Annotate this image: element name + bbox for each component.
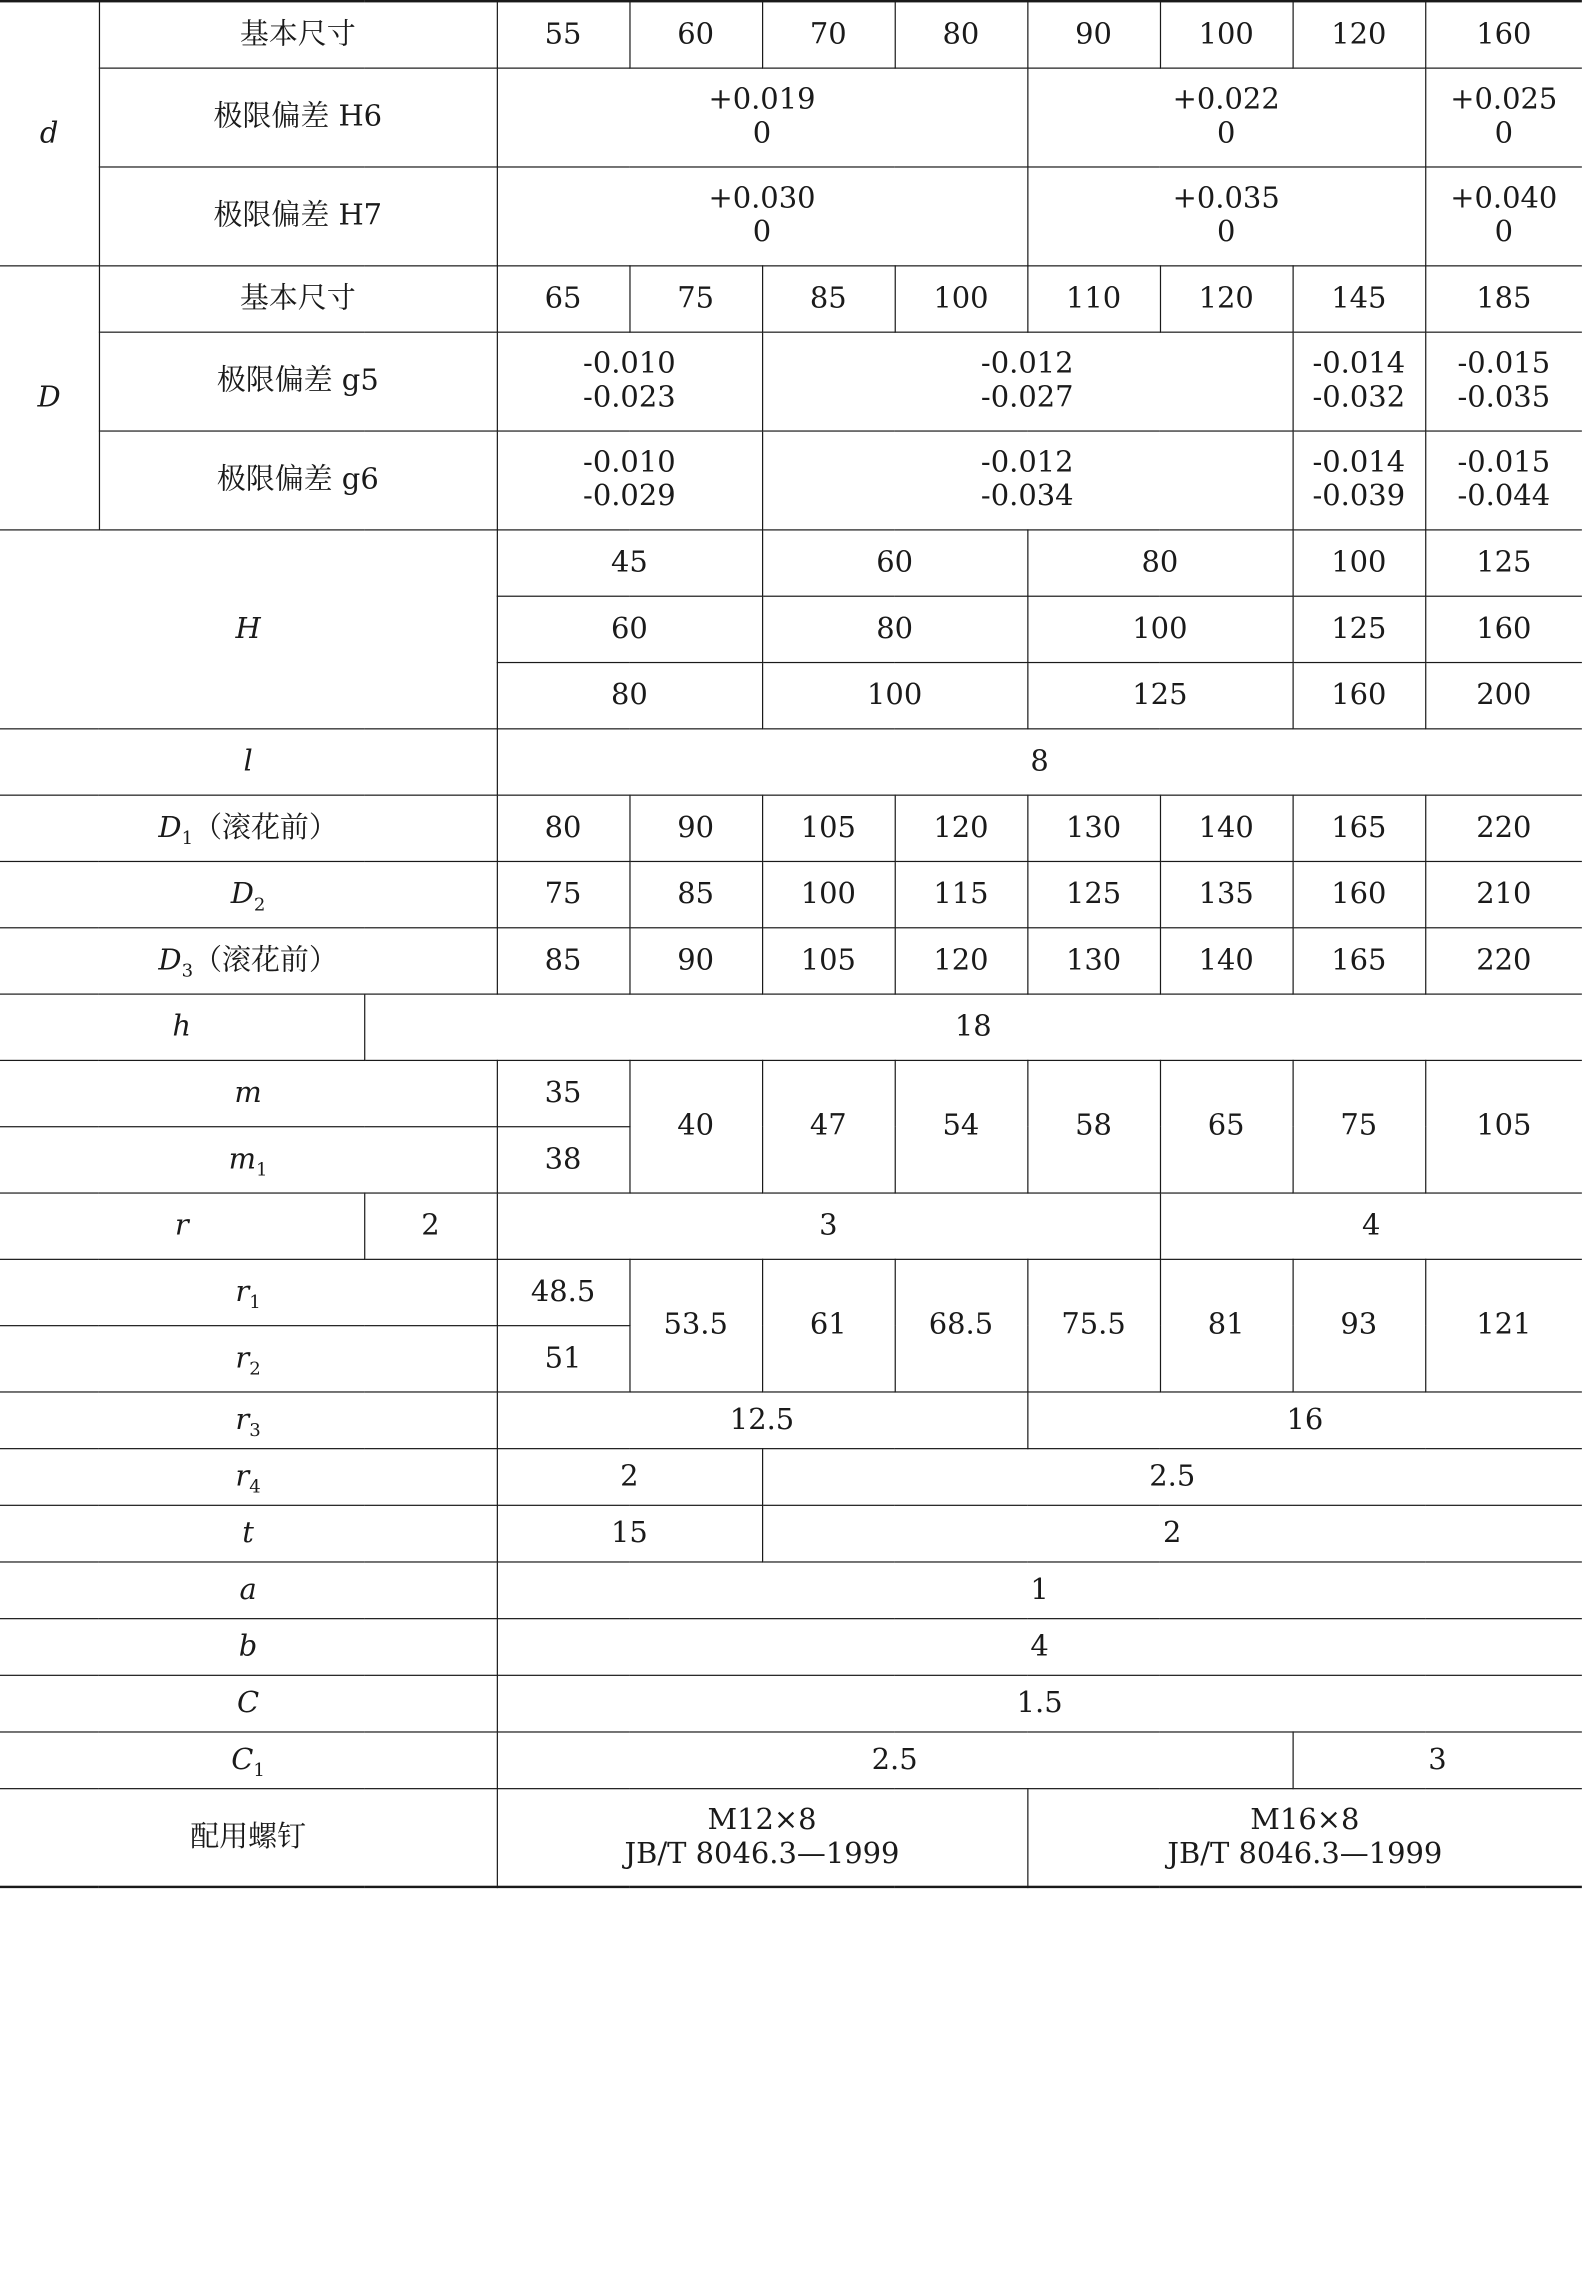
table-row [0,1192,1582,1258]
value-cell: 60 [629,1,762,67]
tolerance-cell [497,332,762,431]
subscript: 4 [249,1475,261,1498]
param-D1-label [0,795,497,861]
value-cell: 125 [1425,529,1582,595]
table-row [0,430,1582,529]
value-cell: 100 [1293,529,1426,595]
value-cell: 2 [497,1448,762,1505]
lower-dev: -0.034 [980,478,1074,513]
value-cell: 3 [497,1192,1160,1258]
param-C1-label [0,1731,497,1788]
tolerance-cell [1027,166,1425,265]
tolerance-cell [1425,68,1582,167]
value-cell: 160 [1425,1,1582,67]
table-row [0,927,1582,993]
tolerance-cell [497,166,1028,265]
value-cell: 48.5 [497,1259,630,1325]
value-cell: 80 [1027,529,1292,595]
table-row [0,1675,1582,1732]
value-cell: 51 [497,1325,630,1391]
value-cell: 81 [1160,1259,1293,1392]
upper-dev: -0.015 [1457,445,1551,480]
lower-dev: 0 [1216,214,1236,249]
lower-dev: 0 [1494,115,1514,150]
value-cell: 100 [762,861,895,927]
value-cell: 80 [497,662,762,728]
symbol: D [230,876,254,910]
value-cell: 12.5 [497,1391,1028,1448]
subscript: 2 [249,1357,261,1379]
table-row [0,1618,1582,1675]
table-row [0,265,1582,331]
value-cell: 105 [762,927,895,993]
tolerance-cell [1425,430,1582,529]
value-cell: 45 [497,529,762,595]
tolerance-cell [1027,68,1425,167]
value-cell: 75 [497,861,630,927]
value-cell: 135 [1160,861,1293,927]
upper-dev: +0.035 [1172,181,1280,216]
symbol: C [231,1741,254,1776]
value-cell: 47 [762,1060,895,1193]
value-cell: 16 [1027,1391,1582,1448]
lower-dev: 0 [752,115,772,150]
param-D-symbol: D [0,265,99,529]
lower-dev: 0 [752,214,772,249]
subscript: 1 [181,826,194,849]
lower-dev: -0.044 [1457,478,1551,513]
table-row [0,795,1582,861]
param-m1-label [0,1126,497,1192]
value-cell: 55 [497,1,630,67]
upper-dev: -0.010 [583,346,676,381]
note: （滚花前） [193,942,338,977]
screw-standard: JB/T 8046.3—1999 [1167,1835,1443,1870]
symbol: r [235,1340,250,1375]
param-r2-label [0,1325,497,1391]
value-cell: 220 [1425,927,1582,993]
value-cell: 68.5 [895,1259,1028,1392]
value-cell: 4 [497,1618,1582,1675]
value-cell: 3 [1293,1731,1582,1788]
subscript: 1 [249,1290,261,1313]
table-row [0,861,1582,927]
table-row [0,166,1582,265]
value-cell: 61 [762,1259,895,1392]
table-row [0,1448,1582,1505]
param-C-symbol: C [0,1675,497,1732]
subscript: 2 [253,893,266,915]
table-row [0,332,1582,431]
upper-dev: +0.019 [708,82,816,117]
screw-size: M12×8 [707,1802,817,1837]
screw-standard: JB/T 8046.3—1999 [624,1835,900,1870]
tolerance-cell [1293,430,1426,529]
table-row [0,1731,1582,1788]
lower-dev: -0.035 [1457,379,1551,414]
value-cell: 160 [1293,861,1426,927]
label-basic-size: 基本尺寸 [99,265,497,331]
value-cell: 105 [1425,1060,1582,1193]
table-row [0,529,1582,595]
value-cell: 75 [1293,1060,1426,1193]
param-r-symbol: r [0,1192,364,1258]
upper-dev: +0.040 [1450,181,1558,216]
label-basic-size: 基本尺寸 [99,1,497,67]
table-row [0,1561,1582,1618]
value-cell: 220 [1425,795,1582,861]
tolerance-cell [1425,332,1582,431]
subscript: 3 [181,959,194,982]
value-cell: 121 [1425,1259,1582,1392]
value-cell: 115 [895,861,1028,927]
value-cell: 80 [895,1,1028,67]
param-H-symbol: H [0,529,497,728]
value-cell: 130 [1027,927,1160,993]
value-cell: 60 [762,529,1027,595]
upper-dev: -0.014 [1312,346,1406,381]
table-row [0,1259,1582,1325]
upper-dev: -0.014 [1312,445,1406,480]
value-cell: 165 [1293,795,1426,861]
symbol: D [158,942,182,977]
value-cell: 8 [497,728,1582,794]
value-cell: 120 [895,795,1028,861]
tolerance-cell [762,430,1293,529]
value-cell: 93 [1293,1259,1426,1392]
subscript: 1 [253,1758,265,1781]
param-r3-label [0,1391,497,1448]
table-row [0,1,1582,67]
param-h-symbol: h [0,993,364,1059]
tolerance-cell [497,430,762,529]
table-row [0,68,1582,167]
value-cell: 2.5 [762,1448,1582,1505]
tolerance-cell [1425,166,1582,265]
value-cell: 75 [629,265,762,331]
value-cell: 100 [762,662,1027,728]
lower-dev: -0.027 [980,379,1074,414]
value-cell: 120 [895,927,1028,993]
table-row [0,1391,1582,1448]
value-cell: 100 [895,265,1028,331]
tolerance-cell [1293,332,1426,431]
value-cell: 185 [1425,265,1582,331]
table-row [0,1505,1582,1562]
upper-dev: +0.022 [1172,82,1280,117]
value-cell: 18 [364,993,1582,1059]
value-cell: 130 [1027,795,1160,861]
param-b-symbol: b [0,1618,497,1675]
value-cell: 90 [1027,1,1160,67]
symbol: r [235,1401,250,1436]
value-cell: 1 [497,1561,1582,1618]
value-cell: 200 [1425,662,1582,728]
value-cell: 15 [497,1505,762,1562]
label-g6: 极限偏差 g6 [99,430,497,529]
param-d-symbol: d [0,1,99,265]
value-cell: 165 [1293,927,1426,993]
upper-dev: +0.030 [708,181,816,216]
value-cell: 2 [364,1192,497,1258]
param-l-symbol: l [0,728,497,794]
upper-dev: -0.015 [1457,346,1551,381]
table-row [0,1060,1582,1126]
value-cell: 65 [497,265,630,331]
label-mating-screw: 配用螺钉 [0,1788,497,1887]
value-cell: 90 [629,795,762,861]
value-cell: 140 [1160,795,1293,861]
value-cell: 160 [1293,662,1426,728]
param-a-symbol: a [0,1561,497,1618]
value-cell: 60 [497,596,762,662]
value-cell: 54 [895,1060,1028,1193]
value-cell: 85 [497,927,630,993]
value-cell: 35 [497,1060,630,1126]
value-cell: 4 [1160,1192,1582,1258]
table-row [0,1788,1582,1887]
value-cell: 53.5 [629,1259,762,1392]
label-g5: 极限偏差 g5 [99,332,497,431]
symbol: r [235,1274,250,1308]
screw-size: M16×8 [1250,1802,1360,1837]
label-h6: 极限偏差 H6 [99,68,497,167]
subscript: 1 [256,1158,268,1181]
table-row [0,993,1582,1059]
value-cell: 125 [1293,596,1426,662]
value-cell: 105 [762,795,895,861]
value-cell: 70 [762,1,895,67]
upper-dev: -0.012 [980,346,1074,381]
value-cell: 160 [1425,596,1582,662]
param-D3-label [0,927,497,993]
param-t-symbol: t [0,1505,497,1562]
value-cell: 2.5 [497,1731,1293,1788]
value-cell: 210 [1425,861,1582,927]
value-cell: 75.5 [1027,1259,1160,1392]
value-cell: 80 [762,596,1027,662]
value-cell: 100 [1027,596,1292,662]
value-cell: 58 [1027,1060,1160,1193]
value-cell: 90 [629,927,762,993]
value-cell: 85 [762,265,895,331]
screw-cell [497,1788,1028,1887]
value-cell: 65 [1160,1060,1293,1193]
value-cell: 40 [629,1060,762,1193]
value-cell: 125 [1027,861,1160,927]
param-r4-label [0,1448,497,1505]
lower-dev: 0 [1216,115,1236,150]
tolerance-cell [762,332,1293,431]
screw-cell [1027,1788,1582,1887]
tolerance-cell [497,68,1028,167]
lower-dev: -0.039 [1312,478,1406,513]
subscript: 3 [249,1418,261,1441]
upper-dev: -0.010 [583,445,676,480]
value-cell: 85 [629,861,762,927]
label-h7: 极限偏差 H7 [99,166,497,265]
value-cell: 120 [1160,265,1293,331]
symbol: D [158,809,182,844]
value-cell: 1.5 [497,1675,1582,1732]
upper-dev: -0.012 [980,445,1074,480]
value-cell: 145 [1293,265,1426,331]
value-cell: 140 [1160,927,1293,993]
lower-dev: -0.023 [583,379,676,414]
param-D2-label [0,861,497,927]
upper-dev: +0.025 [1450,82,1558,117]
value-cell: 2 [762,1505,1582,1562]
value-cell: 110 [1027,265,1160,331]
param-m-symbol: m [0,1060,497,1126]
lower-dev: -0.029 [583,478,676,513]
param-r1-label [0,1259,497,1325]
value-cell: 120 [1293,1,1426,67]
symbol: m [228,1141,257,1176]
lower-dev: -0.032 [1312,379,1406,414]
symbol: r [235,1458,250,1493]
table-row [0,728,1582,794]
value-cell: 100 [1160,1,1293,67]
lower-dev: 0 [1494,214,1514,249]
note: （滚花前） [193,809,338,844]
value-cell: 125 [1027,662,1292,728]
value-cell: 80 [497,795,630,861]
value-cell: 38 [497,1126,630,1192]
